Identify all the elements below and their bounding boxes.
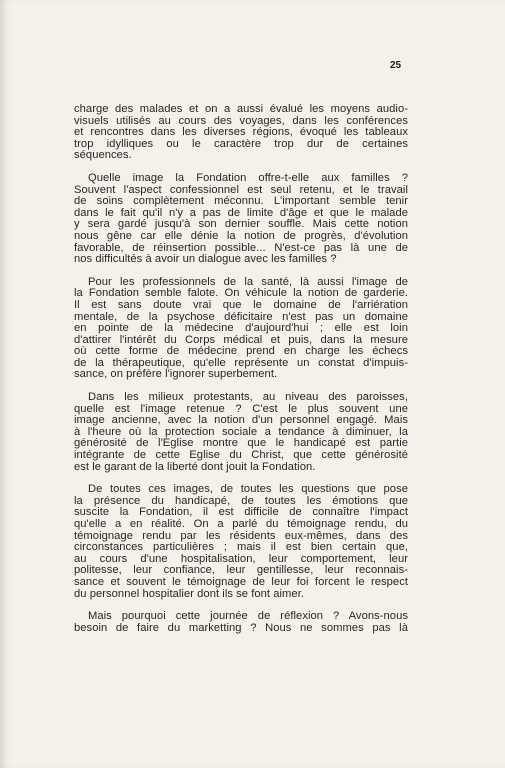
text-line: témoignage rendu par les résidents eux-mêmes, dans des [74,529,408,542]
text-line: du personnel hospitalier dont ils se font aimer. [74,587,305,600]
text-line: y sera gardé jusqu'à son dernier souffle. Mais cette notion [74,218,408,231]
text-line: charge des malades et on a aussi évalué les moyens audio- [74,103,408,115]
text-line: Mais pourquoi cette journée de réflexion ? Avons-nous [88,610,408,623]
text-line: Quelle image la Fondation offre-t-elle aux familles ? [88,171,408,184]
text-line: Il est sans doute vrai que le domaine de l'arriération [74,298,408,311]
text-line: intégrante de cette Eglise du Christ, que cette générosité [74,449,408,462]
text-line: de soins complètement méconnu. L'important semble tenir [74,195,408,208]
text-line: de la thérapeutique, qu'elle représente un constat d'impuis- [74,356,408,369]
text-line: visuels utilisés au cours des voyages, dans les conférences [74,114,408,127]
text-line: sance, on préfère l'ignorer superbement. [74,368,278,381]
page-number: 25 [390,60,402,71]
paragraph [74,173,408,266]
text-line: Dans les milieux protestants, au niveau des paroisses, [88,391,408,404]
text-line: circonstances particulières ; mais il est bien certain que, [74,541,408,554]
text-line: besoin de faire du marketting ? Nous ne sommes pas là [74,621,408,634]
text-line: politesse, leur confiance, leur gentillesse, leur reconnais- [74,564,408,577]
text-line: quelle est l'image retenue ? C'est le plus souvent une [74,402,408,415]
text-line: De toutes ces images, de toutes les questions que pose [88,483,408,496]
text-line: suscite la Fondation, il est difficile de connaître l'impact [74,506,408,519]
text-line: et rencontres dans les diverses régions, évoqué les tableaux [74,126,408,139]
text-line: d'attirer l'intérêt du Corps médical et puis, dans la mesure [74,333,408,346]
text-line: en pointe de la médecine d'aujourd'hui ; elle est loin [74,322,408,335]
text-line: nos difficultés à avoir un dialogue avec les familles ? [74,253,337,266]
paragraph [74,277,408,381]
text-line: dans le fait qu'il n'y a pas de limite d'âge et que le malade [74,206,408,219]
paragraph [74,484,408,600]
text-line: la présence du handicapé, de toutes les émotions que [74,494,408,507]
text-line: la Fondation semble falote. On véhicule la notion de garderie. [74,287,408,300]
text-line: trop idylliques ou le caractère trop dur de certaines [74,137,408,150]
text-line: à l'heure où la protection sociale a tendance à diminuer, la [74,425,408,438]
text-line: sance et souvent le témoignage de leur foi forcent le respect [74,575,408,588]
text-line: qu'elle a en réalité. On a parlé du témoignage rendu, du [74,518,408,530]
text-line: séquences. [74,149,132,162]
text-line: Souvent l'aspect confessionnel est seul retenu, et le travail [74,183,408,196]
text-line: est le garant de la liberté dont jouit la Fondation. [74,460,316,473]
text-line: nous gêne car elle dénie la notion de progrès, d'évolution [74,229,408,242]
paragraph [74,392,408,473]
paragraph [74,611,408,634]
text-line: favorable, de réinsertion possible... N'est-ce pas là une de [74,241,408,254]
text-line: où cette forme de médecine prend en charge les échecs [74,345,408,358]
text-line: image ancienne, avec la notion d'un personnel engagé. Mais [74,414,408,427]
text-line: Pour les professionnels de la santé, là aussi l'image de [88,275,408,288]
paragraph [74,104,408,162]
text-line: au cours d'une hospitalisation, leur comportement, leur [74,552,408,565]
text-line: mentale, de la psychose déficitaire n'est pas un domaine [74,310,408,323]
text-line: générosité de l'Eglise montre que le handicapé est partie [74,437,408,450]
body-text [74,104,408,645]
